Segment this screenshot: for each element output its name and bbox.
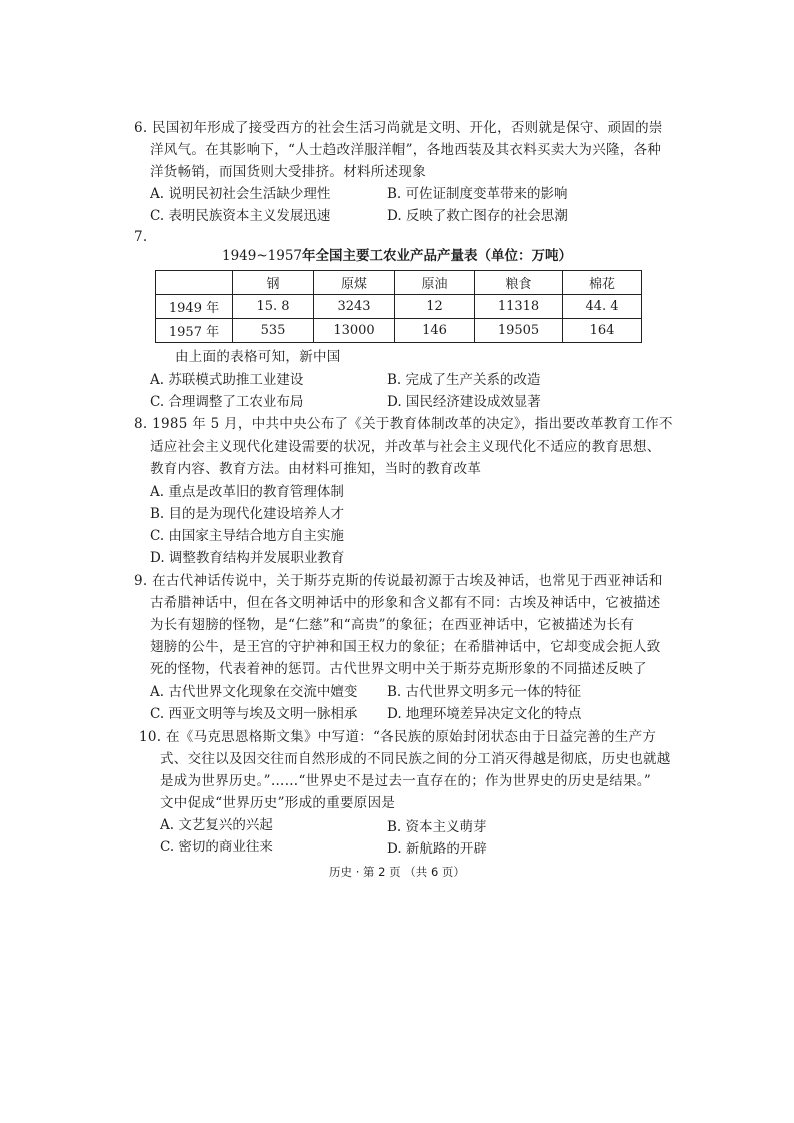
table-title-text: 年全国主要工农业产品产量表（单位：万吨） xyxy=(302,248,573,264)
question-10-line-2: 式、交往以及因交往而自然形成的不同民族之间的分工消灭得越是彻底，历史也就越 xyxy=(160,751,671,767)
table-cell: 1957 年 xyxy=(156,319,233,343)
question-9-option-d: D. 地理环境差异决定文化的特点 xyxy=(387,706,582,722)
table-cell: 164 xyxy=(563,319,642,343)
table-title xyxy=(0,246,794,266)
table-cell: 13000 xyxy=(314,319,395,343)
table-header-cell: 棉花 xyxy=(563,271,642,295)
question-9-number: 9. xyxy=(134,573,148,589)
table-header-cell: 原油 xyxy=(395,271,475,295)
question-8-line-1 xyxy=(134,413,673,435)
question-10-line-4: 文中促成“世界历史”形成的重要原因是 xyxy=(160,795,396,811)
page-footer: 历史 · 第 2 页 （共 6 页） xyxy=(329,865,465,879)
question-10-option-a: A. 文艺复兴的兴起 xyxy=(160,817,273,833)
question-10-option-c: C. 密切的商业往来 xyxy=(160,839,273,855)
table-title-years: 1949~1957 xyxy=(221,248,303,264)
table-cell: 535 xyxy=(233,319,314,343)
question-7-option-c: C. 合理调整了工农业布局 xyxy=(150,394,304,410)
table-header-row xyxy=(156,271,642,295)
table-header-cell: 粮食 xyxy=(475,271,563,295)
table-cell: 12 xyxy=(395,295,475,319)
table-cell: 3243 xyxy=(314,295,395,319)
question-10-line-3: 是成为世界历史。”……“世界史不是过去一直存在的；作为世界史的历史是结果。” xyxy=(160,773,652,789)
table-cell: 19505 xyxy=(475,319,563,343)
question-10-line-1 xyxy=(139,726,656,748)
question-7-option-b: B. 完成了生产关系的改造 xyxy=(387,372,541,388)
question-7-option-a: A. 苏联模式助推工业建设 xyxy=(150,372,304,388)
table-cell: 11318 xyxy=(475,295,563,319)
table-row xyxy=(156,295,642,319)
table-header-cell: 原煤 xyxy=(314,271,395,295)
table-cell: 146 xyxy=(395,319,475,343)
question-9-line-5: 死的怪物，代表着神的惩罚。古代世界文明中关于斯芬克斯形象的不同描述反映了 xyxy=(150,661,647,677)
question-7-number: 7. xyxy=(134,229,148,245)
question-9-option-c: C. 西亚文明等与埃及文明一脉相承 xyxy=(150,706,358,722)
question-6-option-d: D. 反映了救亡图存的社会思潮 xyxy=(387,208,568,224)
question-6-line-3: 洋货畅销，而国货则大受排挤。材料所述现象 xyxy=(150,164,426,180)
question-7-stem: 由上面的表格可知，新中国 xyxy=(175,349,341,365)
question-9-option-b: B. 古代世界文明多元一体的特征 xyxy=(387,684,582,700)
question-9-line-3: 为长有翅膀的怪物，是“仁慈”和“高贵”的象征；在西亚神话中，它被描述为长有 xyxy=(150,617,635,633)
question-8-line-3: 教育内容、教育方法。由材料可推知，当时的教育改革 xyxy=(150,461,482,477)
question-10-option-b: B. 资本主义萌芽 xyxy=(387,819,487,835)
table-header-cell: 钢 xyxy=(233,271,314,295)
question-8-option-d: D. 调整教育结构并发展职业教育 xyxy=(150,550,345,566)
question-6-option-b: B. 可佐证制度变革带来的影响 xyxy=(387,186,568,202)
question-9-text: 在古代神话传说中，关于斯芬克斯的传说最初源于古埃及神话，也常见于西亚神话和 xyxy=(152,573,663,589)
question-6-line-1 xyxy=(134,117,663,139)
question-9-line-4: 翅膀的公牛，是王宫的守护神和国王权力的象征；在希腊神话中，它却变成会扼人致 xyxy=(150,639,661,655)
question-8-number: 8. xyxy=(134,416,148,432)
question-8-line-2: 适应社会主义现代化建设需要的状况，并改革与社会主义现代化不适应的教育思想、 xyxy=(150,439,661,455)
question-8-option-c: C. 由国家主导结合地方自主实施 xyxy=(150,528,344,544)
question-7-option-d: D. 国民经济建设成效显著 xyxy=(387,394,541,410)
question-6-number: 6. xyxy=(134,120,148,136)
question-10-number: 10. xyxy=(139,729,162,745)
question-8-option-a: A. 重点是改革旧的教育管理体制 xyxy=(150,484,344,500)
question-9-line-2: 古希腊神话中，但在各文明神话中的形象和含义都有不同：古埃及神话中，它被描述 xyxy=(150,595,661,611)
table-header-cell xyxy=(156,271,233,295)
table-cell: 1949 年 xyxy=(156,295,233,319)
question-6-line-2: 洋风气。在其影响下，“人士趋改洋服洋帽”，各地西装及其衣料买卖大为兴隆，各种 xyxy=(150,142,662,158)
question-8-text: 1985 年 5 月，中共中央公布了《关于教育体制改革的决定》，指出要改革教育工作不 xyxy=(152,416,673,432)
question-9-line-1 xyxy=(134,570,663,592)
question-8-option-b: B. 目的是为现代化建设培养人才 xyxy=(150,506,345,522)
question-9-option-a: A. 古代世界文化现象在交流中嬗变 xyxy=(150,684,358,700)
production-table xyxy=(155,270,642,343)
question-6-option-a: A. 说明民初社会生活缺少理性 xyxy=(150,186,331,202)
table-row xyxy=(156,319,642,343)
question-6-text: 民国初年形成了接受西方的社会生活习尚就是文明、开化，否则就是保守、顽固的崇 xyxy=(152,120,663,136)
question-6-option-c: C. 表明民族资本主义发展迅速 xyxy=(150,208,331,224)
table-cell: 15. 8 xyxy=(233,295,314,319)
question-10-text: 在《马克思恩格斯文集》中写道：“各民族的原始封闭状态由于日益完善的生产方 xyxy=(165,729,657,745)
question-10-option-d: D. 新航路的开辟 xyxy=(387,841,487,857)
table-cell: 44. 4 xyxy=(563,295,642,319)
